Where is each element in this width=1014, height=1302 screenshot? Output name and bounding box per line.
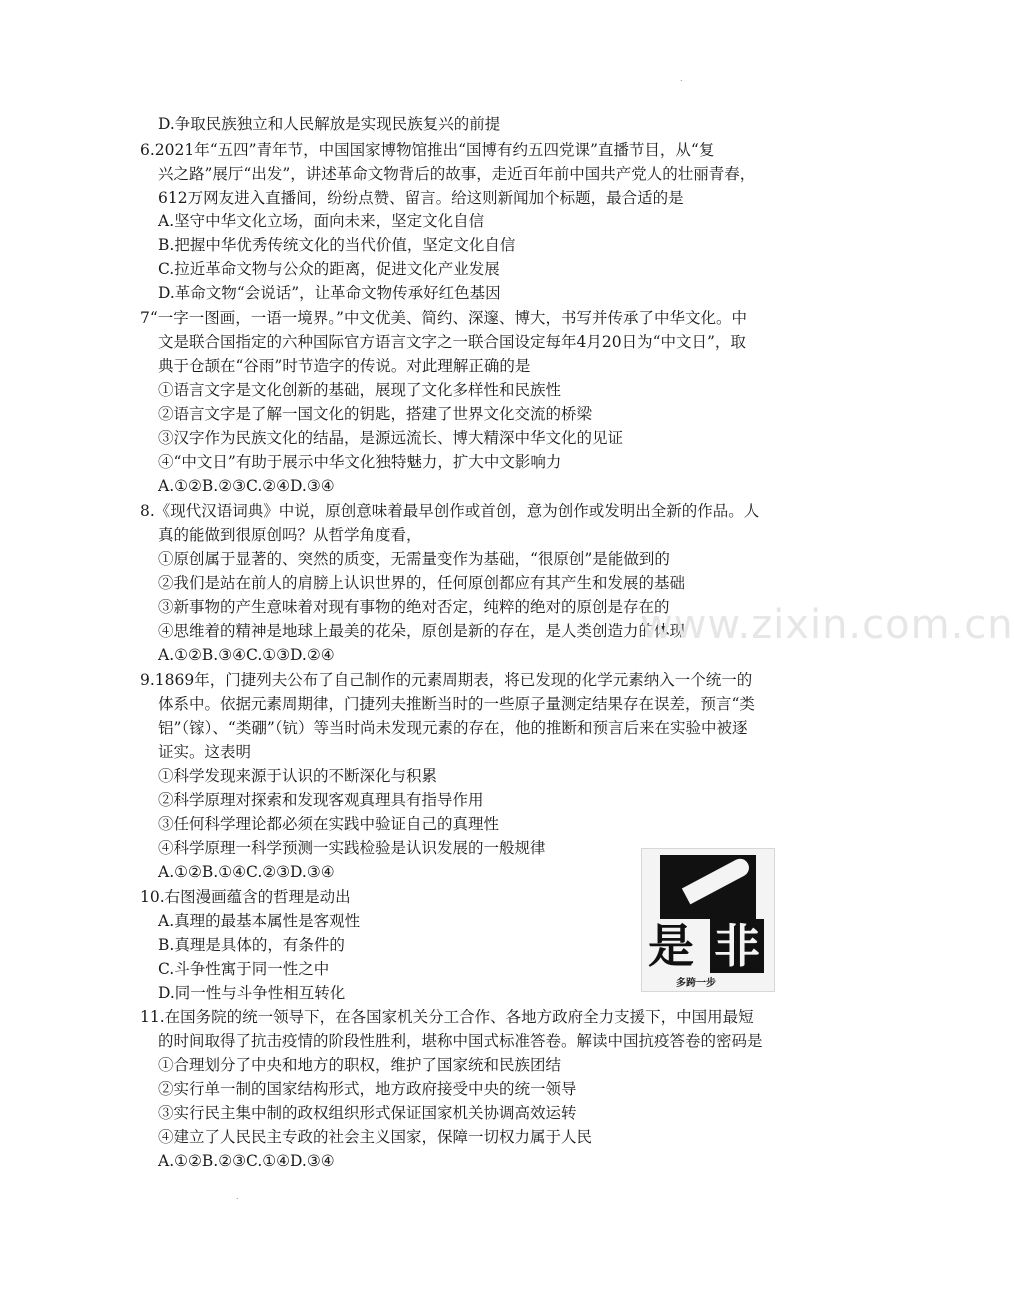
q9-stem-line: 体系中。依据元素周期律，门捷列夫推断当时的一些原子量测定结果存在误差，预言“类: [158, 695, 755, 713]
q9-item: ②科学原理对探索和发现客观真理具有指导作用: [158, 791, 484, 809]
q8-stem-line: 真的能做到很原创吗？从哲学角度看，: [158, 526, 422, 544]
q10-option-d: D.同一性与斗争性相互转化: [158, 984, 346, 1002]
q8-stem-line: 8.《现代汉语词典》中说，原创意味着最早创作或首创，意为创作或发明出全新的作品。人: [140, 502, 760, 520]
q7-item: ①语言文字是文化创新的基础，展现了文化多样性和民族性: [158, 381, 562, 399]
q7-stem-line: 7“一字一图画，一语一境界。”中文优美、简约、深邃、博大，书写并传承了中华文化。中: [140, 309, 747, 327]
cartoon-caption: 多跨一步: [676, 978, 716, 989]
q8-item: ②我们是站在前人的肩膀上认识世界的，任何原创都应有其产生和发展的基础: [158, 574, 686, 592]
q11-item: ④建立了人民民主专政的社会主义国家，保障一切权力属于人民: [158, 1128, 593, 1146]
q9-stem-line: 铝”（镓）、“类硼”（钪）等当时尚未发现元素的存在，他的推断和预言后来在实验中被逐: [158, 719, 748, 737]
scan-dot: .: [680, 74, 683, 83]
q9-item: ①科学发现来源于认识的不断深化与积累: [158, 767, 438, 785]
watermark: www.zixin.com.cn: [640, 602, 1014, 648]
q7-stem-line: 典于仓颉在“谷雨”时节造字的传说。对此理解正确的是: [158, 357, 531, 375]
q6-option-a: A.坚守中华文化立场，面向未来，坚定文化自信: [158, 212, 485, 230]
q6-stem-line: 兴之路”展厅“出发”，讲述革命文物背后的故事，走近百年前中国共产党人的壮丽青春，: [158, 165, 756, 183]
cartoon-image: [641, 848, 775, 992]
q5-option-d: D.争取民族独立和人民解放是实现民族复兴的前提: [158, 115, 501, 133]
q7-item: ④“中文日”有助于展示中华文化独特魅力，扩大中文影响力: [158, 453, 562, 471]
q7-item: ③汉字作为民族文化的结晶，是源远流长、博大精深中华文化的见证: [158, 429, 624, 447]
q8-item: ④思维着的精神是地球上最美的花朵，原创是新的存在，是人类创造力的体现: [158, 622, 686, 640]
q6-option-c: C.拉近革命文物与公众的距离，促进文化产业发展: [158, 260, 500, 278]
q9-item: ③任何科学理论都必须在实践中验证自己的真理性: [158, 815, 500, 833]
q8-item: ①原创属于显著的、突然的质变，无需量变作为基础，“很原创”是能做到的: [158, 550, 670, 568]
q7-stem-line: 文是联合国指定的六种国际官方语言文字之一联合国设定每年4月20日为“中文日”，取: [158, 333, 746, 351]
q10-option-b: B.真理是具体的，有条件的: [158, 936, 345, 954]
q8-answer-options: A.①②B.③④C.①③D.②④: [158, 646, 335, 664]
q9-answer-options: A.①②B.①④C.②③D.③④: [158, 863, 335, 881]
q11-item: ②实行单一制的国家结构形式，地方政府接受中央的统一领导: [158, 1080, 577, 1098]
q11-stem-line: 11.在国务院的统一领导下，在各国家机关分工合作、各地方政府全力支援下，中国用最短: [140, 1008, 754, 1026]
cartoon-char-fei: 非: [710, 919, 764, 973]
scan-dot: .: [236, 1192, 239, 1201]
q11-stem-line: 的时间取得了抗击疫情的阶段性胜利，堪称中国式标准答卷。解读中国抗疫答卷的密码是: [158, 1032, 763, 1050]
q8-item: ③新事物的产生意味着对现有事物的绝对否定，纯粹的绝对的原创是存在的: [158, 598, 670, 616]
q10-option-a: A.真理的最基本属性是客观性: [158, 912, 361, 930]
q11-item: ①合理划分了中央和地方的职权，维护了国家统和民族团结: [158, 1056, 562, 1074]
q6-stem-line: 6.2021年“五四”青年节，中国国家博物馆推出“国博有约五四党课”直播节目，从“复: [140, 141, 715, 159]
q7-answer-options: A.①②B.②③C.②④D.③④: [158, 477, 335, 495]
q6-stem-line: 612万网友进入直播间，纷纷点赞、留言。给这则新闻加个标题，最合适的是: [158, 189, 684, 207]
q7-item: ②语言文字是了解一国文化的钥匙，搭建了世界文化交流的桥梁: [158, 405, 593, 423]
q9-item: ④科学原理一科学预测一实践检验是认识发展的一般规律: [158, 839, 546, 857]
q11-answer-options: A.①②B.②③C.①④D.③④: [158, 1152, 335, 1170]
q10-option-c: C.斗争性寓于同一性之中: [158, 960, 330, 978]
q6-option-b: B.把握中华优秀传统文化的当代价值，坚定文化自信: [158, 236, 516, 254]
q6-option-d: D.革命文物“会说话”，让革命文物传承好红色基因: [158, 284, 501, 302]
q9-stem-line: 证实。这表明: [158, 743, 252, 761]
q10-stem: 10.右图漫画蕴含的哲理是动出: [140, 888, 351, 906]
q9-stem-line: 9.1869年，门捷列夫公布了自己制作的元素周期表，将已发现的化学元素纳入一个统一的: [140, 671, 753, 689]
q11-item: ③实行民主集中制的政权组织形式保证国家机关协调高效运转: [158, 1104, 577, 1122]
cartoon-char-shi: 是: [648, 919, 694, 973]
